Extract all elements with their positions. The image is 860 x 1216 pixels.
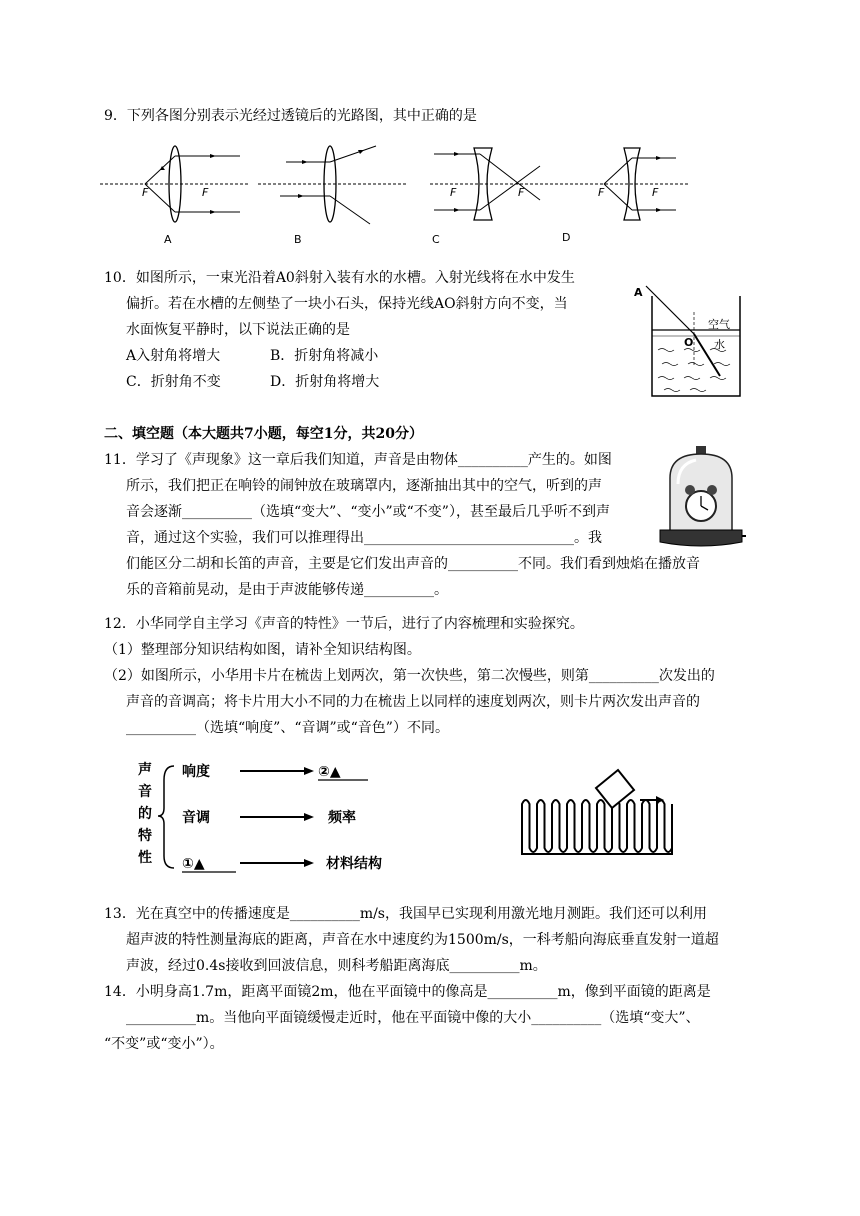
q14-line1: 14．小明身高1.7m，距离平面镜2m，他在平面镜中的像高是__________m，像到平面镜的距离是 bbox=[104, 984, 711, 1000]
diagram-row1-left: 响度 bbox=[182, 764, 210, 780]
q9a-focus-right: F bbox=[202, 186, 209, 199]
q9-option-c-label: C bbox=[432, 233, 440, 246]
q12-line2: （1）整理部分知识结构如图，请补全知识结构图。 bbox=[104, 642, 421, 658]
diagram-root-char: 的 bbox=[138, 806, 152, 822]
diagram-row2-left: 音调 bbox=[182, 810, 210, 826]
section-heading-fill-in: 二、填空题（本大题共7小题，每空1分，共20分） bbox=[104, 426, 423, 442]
q12-comb-card-figure bbox=[518, 764, 688, 864]
diagram-row3-left: ①▲ bbox=[182, 856, 205, 872]
q9-figure-d bbox=[560, 140, 690, 244]
q13-line2: 超声波的特性测量海底的距离，声音在水中速度约为1500m/s，一科考船向海底垂直发射一道超 bbox=[126, 932, 719, 948]
q10-fig-label-water: 水 bbox=[714, 338, 725, 351]
q13-line1: 13．光在真空中的传播速度是__________m/s，我国早已实现利用激光地月测距。我们还可以利用 bbox=[104, 906, 707, 922]
q9a-focus-left: F bbox=[142, 186, 149, 199]
q9d-focus-right: F bbox=[652, 186, 659, 199]
q14-line3: “不变”或“变小”）。 bbox=[104, 1036, 224, 1052]
q9-option-a-label: A bbox=[164, 233, 172, 246]
q9-option-b-label: B bbox=[294, 233, 302, 246]
diagram-root-char: 特 bbox=[138, 828, 152, 844]
q11-line2: 所示，我们把正在响铃的闹钟放在玻璃罩内，逐渐抽出其中的空气，听到的声 bbox=[126, 478, 602, 494]
q11-line5: 们能区分二胡和长笛的声音，主要是它们发出声音的__________不同。我们看到烛焰在播放音 bbox=[126, 556, 700, 572]
q13-line3: 声波，经过0.4s接收到回波信息，则科考船距离海底__________m。 bbox=[126, 958, 547, 974]
q10-option-c: C．折射角不变 bbox=[126, 374, 221, 390]
q10-fig-label-air: 空气 bbox=[708, 318, 730, 331]
q9-figure-a bbox=[100, 140, 250, 246]
diagram-root-char: 音 bbox=[138, 784, 152, 800]
diagram-row3-right: 材料结构 bbox=[326, 856, 382, 872]
q10-option-d: D．折射角将增大 bbox=[270, 374, 380, 390]
q10-option-b: B．折射角将减小 bbox=[270, 348, 379, 364]
diagram-root-char: 声 bbox=[138, 762, 152, 778]
q9-option-d-label: D bbox=[562, 231, 571, 244]
q12-line3: （2）如图所示，小华用卡片在梳齿上划两次，第一次快些，第二次慢些，则第__________次发出的 bbox=[104, 668, 715, 684]
q10-water-tank-figure bbox=[628, 276, 748, 400]
q14-line2: __________m。当他向平面镜缓慢走近时，他在平面镜中像的大小__________（选填“变大”、 bbox=[126, 1010, 700, 1026]
q12-line1: 12．小华同学自主学习《声音的特性》一节后，进行了内容梳理和实验探究。 bbox=[104, 616, 584, 632]
q9d-focus-left: F bbox=[598, 186, 605, 199]
q11-bell-jar-figure bbox=[656, 444, 746, 552]
q9-figure-b bbox=[258, 140, 408, 246]
diagram-row1-right: ②▲ bbox=[318, 764, 341, 780]
q10-line2: 偏折。若在水槽的左侧垫了一块小石头，保持光线AO斜射方向不变，当 bbox=[126, 296, 568, 312]
q9-figure-c bbox=[430, 140, 560, 246]
q12-line5: __________（选填“响度”、“音调”或“音色”）不同。 bbox=[126, 720, 449, 736]
q11-line6: 乐的音箱前晃动，是由于声波能够传递__________。 bbox=[126, 582, 448, 598]
q9-stem: 9．下列各图分别表示光经过透镜后的光路图，其中正确的是 bbox=[104, 108, 477, 124]
diagram-root-char: 性 bbox=[138, 850, 152, 866]
q10-fig-label-a: A bbox=[634, 286, 643, 299]
diagram-row2-right: 频率 bbox=[328, 810, 356, 826]
q12-line4: 声音的音调高；将卡片用大小不同的力在梳齿上以同样的速度划两次，则卡片两次发出声音的 bbox=[126, 694, 700, 710]
q9c-focus-left: F bbox=[450, 186, 457, 199]
q10-option-a: A入射角将增大 bbox=[126, 348, 221, 364]
q11-line4: 音，通过这个实验，我们可以推理得出______________________________。我 bbox=[126, 530, 602, 546]
q12-knowledge-structure-diagram bbox=[136, 752, 396, 880]
q9c-focus-right: F bbox=[518, 186, 525, 199]
q11-line1: 11．学习了《声现象》这一章后我们知道，声音是由物体__________产生的。如图 bbox=[104, 452, 612, 468]
q10-line1: 10．如图所示，一束光沿着A0斜射入装有水的水槽。入射光线将在水中发生 bbox=[104, 270, 575, 286]
q10-line3: 水面恢复平静时，以下说法正确的是 bbox=[126, 322, 350, 338]
q10-fig-label-o: O bbox=[684, 336, 694, 349]
q11-line3: 音会逐渐__________（选填“变大”、“变小”或“不变”），甚至最后几乎听不到声 bbox=[126, 504, 610, 520]
